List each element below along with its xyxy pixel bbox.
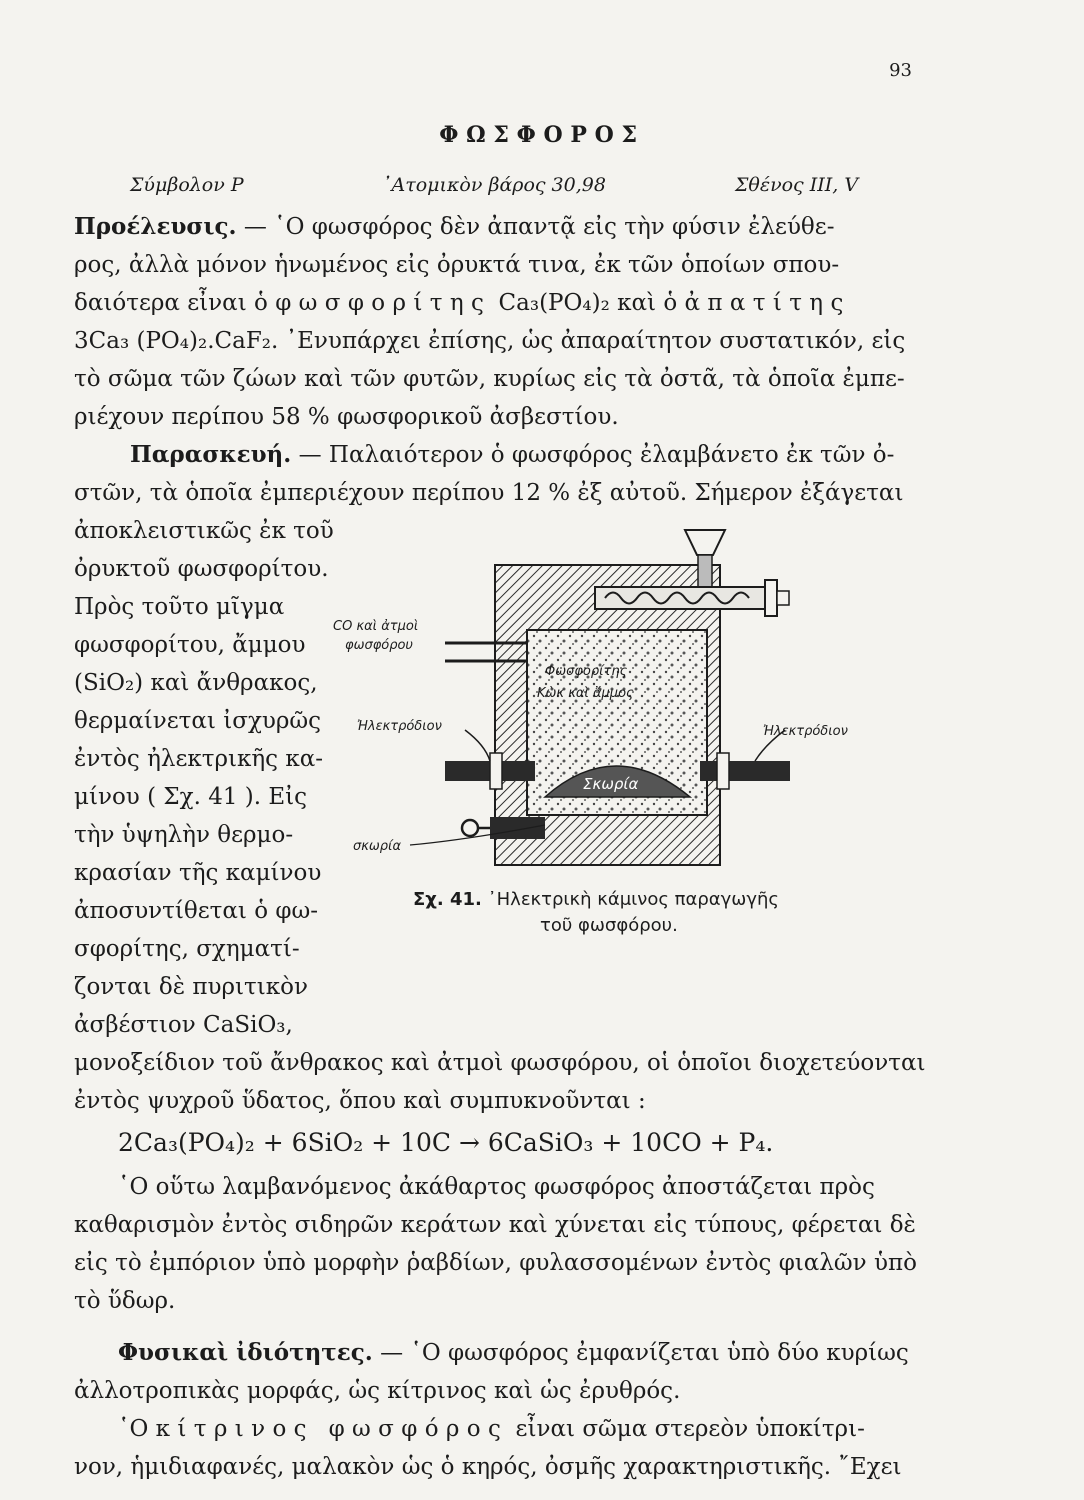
figure-number: Σχ. 41. [413,889,482,910]
electrode-right-clamp [717,753,729,789]
text-span: εἶναι σῶμα στερεὸν ὑποκίτρι- [508,1416,865,1442]
caption-text: ᾿Ηλεκτρικὴ κάμινος παραγωγῆς [481,889,779,910]
valence-label: Σθένος III, V [735,174,859,196]
text-line: φωσφορίτου, ἄμμου [74,632,306,658]
furnace-diagram [315,525,925,905]
electrode-right [700,761,790,781]
text-span: δαιότερα εἶναι ὁ [74,290,276,316]
feeder-wheel [765,580,777,616]
text-line: στῶν, τὰ ὁποῖα ἐμπεριέχουν περίπου 12 % ἐξ αὐτοῦ. Σήμερον ἐξάγεται [74,480,904,506]
text-span: ῾Ο [118,1416,156,1442]
label-slag-outside: σκωρία [353,839,402,854]
text-line [74,288,851,318]
slag-tap [490,817,545,839]
figure-41 [315,525,925,965]
text-line: εἰς τὸ ἐμπόριον ὑπὸ μορφὴν ῥαβδίων, φυλασσομένων ἐντὸς φιαλῶν ὑπὸ [74,1250,917,1276]
text-line: ῾Ο οὕτω λαμβανόμενος ἀκάθαρτος φωσφόρος ἀποστάζεται πρὸς [118,1174,875,1200]
text-line: κρασίαν τῆς καμίνου [74,860,322,886]
label-co-vapors-1: CO καὶ ἀτμοὶ [333,619,419,634]
mineral-term-phosphorite: φωσφορίτης [275,290,492,316]
text-line: σφορίτης, σχηματί- [74,936,300,962]
pointer-electrode-left [465,730,490,761]
text-line: ζονται δὲ πυριτικὸν [74,974,308,1000]
text-line: ριέχουν περίπου 58 % φωσφορικοῦ ἀσβεστίου. [74,404,619,430]
text-line: ἀσβέστιον CaSiO₃, [74,1012,293,1038]
text-line: ὀρυκτοῦ φωσφορίτου. [74,556,329,582]
text-line [130,440,894,470]
text-line: Πρὸς τοῦτο μῖγμα [74,594,285,620]
text-line [74,212,834,242]
feeder-axle [777,591,789,605]
hopper-neck [698,555,712,587]
section-heading-origin: Προέλευσις. [74,213,237,240]
figure-caption-line-2: τοῦ φωσφόρου. [540,915,678,936]
text-line: νον, ἡμιδιαφανές, μαλακὸν ὡς ὁ κηρός, ὀσμῆς χαρακτηριστικῆς. ῎Εχει [74,1454,902,1480]
section-heading-preparation: Παρασκευή. [130,441,292,468]
symbol-label: Σύμβολον P [130,174,244,196]
text-line [118,1414,865,1444]
label-electrode-right: Ἠλεκτρόδιον [763,724,848,739]
atomic-weight-label: ᾿Ατομικὸν βάρος 30,98 [382,174,606,196]
text-line: ρος, ἀλλὰ μόνον ἡνωμένος εἰς ὀρυκτά τινα, ἐκ τῶν ὁποίων σπου- [74,252,840,278]
text-line: ἀποσυντίθεται ὁ φω- [74,898,319,924]
tap-ring [462,820,478,836]
chapter-title: ΦΩΣΦΟΡΟΣ [439,122,645,148]
text-line: (SiO₂) καὶ ἄνθρακος, [74,670,318,696]
text-span: — Παλαιότερον ὁ φωσφόρος ἐλαμβάνετο ἐκ τῶν ὀ- [298,442,895,468]
chemical-equation: 2Ca₃(PO₄)₂ + 6SiO₂ + 10C → 6CaSiO₃ + 10CO + P₄. [118,1128,774,1157]
section-heading-physical: Φυσικαὶ ἰδιότητες. [118,1339,373,1366]
text-line: ἀλλοτροπικὰς μορφάς, ὡς κίτρινος καὶ ὡς ἐρυθρός. [74,1378,681,1404]
text-span: — ῾Ο φωσφόρος ἐμφανίζεται ὑπὸ δύο κυρίως [372,1340,909,1366]
figure-caption-line-1 [413,889,779,910]
page-number: 93 [889,60,912,81]
text-line: τὴν ὑψηλὴν θερμο- [74,822,294,848]
text-line: τὸ σῶμα τῶν ζώων καὶ τῶν φυτῶν, κυρίως εἰς τὰ ὀστᾶ, τὰ ὁποῖα ἐμπε- [74,366,905,392]
text-line: τὸ ὕδωρ. [74,1288,176,1314]
slag-inside-label: Σκωρία [583,775,639,793]
term-yellow-phosphorus: κίτρινος φωσφόρος [155,1416,509,1442]
mineral-term-apatite: ἀπατίτης [684,290,851,316]
label-co-vapors-2: φωσφόρου [345,638,413,653]
feed-hopper [685,530,725,555]
text-line: ἐντὸς ψυχροῦ ὕδατος, ὅπου καὶ συμπυκνοῦνται : [74,1088,646,1114]
text-line: μίνου ( Σχ. 41 ). Εἰς [74,784,308,810]
text-line [118,1338,909,1368]
text-line: θερμαίνεται ἰσχυρῶς [74,708,322,734]
text-span: — ῾Ο φωσφόρος δὲν ἀπαντᾷ εἰς τὴν φύσιν ἐλεύθε- [236,214,835,240]
label-electrode-left: Ἠλεκτρόδιον [357,719,442,734]
text-line: 3Ca₃ (PO₄)₂.CaF₂. ᾿Ενυπάρχει ἐπίσης, ὡς ἀπαραίτητον συστατικόν, εἰς [74,328,906,354]
text-span: Ca₃(PO₄)₂ καὶ ὁ [491,290,685,316]
text-line: ἀποκλειστικῶς ἐκ τοῦ [74,518,334,544]
electrode-left-clamp [490,753,502,789]
text-line: μονοξείδιον τοῦ ἄνθρακος καὶ ἀτμοὶ φωσφόρου, οἱ ὁποῖοι διοχετεύονται [74,1050,926,1076]
text-line: ἐντὸς ἠλεκτρικῆς κα- [74,746,324,772]
label-coke-sand: Κὼκ καὶ ἄμμος [537,686,634,701]
label-phosphorite: Φωσφορίτης [545,664,628,679]
text-line: καθαρισμὸν ἐντὸς σιδηρῶν κεράτων καὶ χύνεται εἰς τύπους, φέρεται δὲ [74,1212,916,1238]
